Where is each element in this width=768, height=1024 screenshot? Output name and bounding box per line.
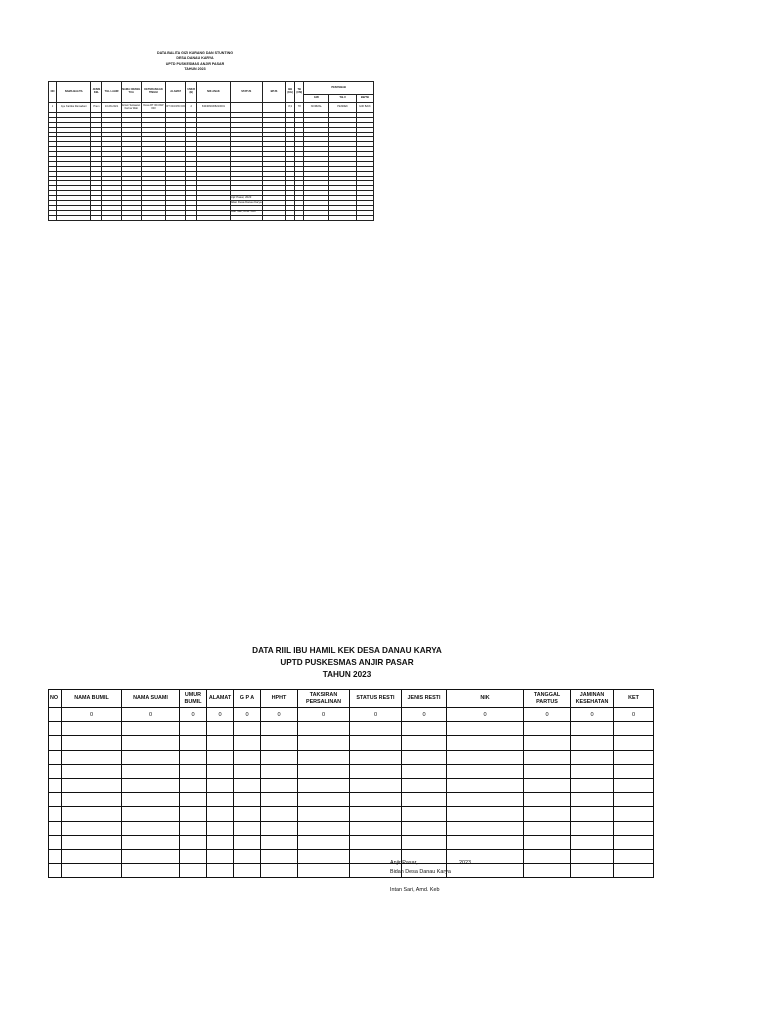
empty-cell xyxy=(207,849,234,863)
table-header-row xyxy=(49,690,654,708)
empty-cell xyxy=(402,722,447,736)
empty-cell xyxy=(234,722,261,736)
empty-row xyxy=(49,807,654,821)
empty-cell xyxy=(571,864,614,878)
empty-cell xyxy=(614,793,654,807)
col-header-ket: KET xyxy=(614,690,654,708)
col-header-jenis-kelamin: JENIS KEL xyxy=(91,82,102,103)
empty-cell xyxy=(62,778,122,792)
empty-cell xyxy=(261,864,298,878)
cell-gpa: 0 xyxy=(234,708,261,722)
cell-tbu: PENDEK xyxy=(329,103,356,113)
empty-cell xyxy=(57,215,91,220)
empty-cell xyxy=(402,835,447,849)
empty-cell xyxy=(571,764,614,778)
empty-cell xyxy=(524,750,571,764)
col-header-bb: BB (KG) xyxy=(286,82,295,103)
empty-cell xyxy=(180,778,207,792)
empty-cell xyxy=(62,835,122,849)
empty-cell xyxy=(234,835,261,849)
empty-cell xyxy=(180,821,207,835)
bumil-table-empty-rows xyxy=(49,722,654,878)
empty-cell xyxy=(62,821,122,835)
empty-cell xyxy=(207,807,234,821)
empty-cell xyxy=(207,722,234,736)
empty-cell xyxy=(62,793,122,807)
empty-cell xyxy=(207,835,234,849)
empty-cell xyxy=(402,764,447,778)
empty-cell xyxy=(298,835,350,849)
cell-nama-bumil: 0 xyxy=(62,708,122,722)
empty-cell xyxy=(122,807,180,821)
empty-cell xyxy=(614,864,654,878)
doc2-title-line: UPTD PUSKESMAS ANJIR PASAR xyxy=(280,658,414,667)
empty-cell xyxy=(180,793,207,807)
empty-cell xyxy=(122,722,180,736)
empty-cell xyxy=(524,778,571,792)
cell-bpjs xyxy=(262,103,285,113)
empty-cell xyxy=(122,764,180,778)
cell-jenis-resti: 0 xyxy=(402,708,447,722)
empty-cell xyxy=(524,821,571,835)
empty-cell xyxy=(62,807,122,821)
empty-cell xyxy=(180,722,207,736)
cell-umur-bumil: 0 xyxy=(180,708,207,722)
col-header-gizi: GIZI xyxy=(304,95,329,103)
empty-cell xyxy=(49,736,62,750)
empty-cell xyxy=(614,835,654,849)
col-header-nama-ortu: NAMA ORANG TUA xyxy=(121,82,141,103)
empty-cell xyxy=(141,215,165,220)
empty-cell xyxy=(207,793,234,807)
empty-cell xyxy=(49,750,62,764)
doc1-title-line: DESA DANAU KARYA xyxy=(176,56,214,61)
empty-cell xyxy=(230,215,262,220)
empty-cell xyxy=(62,864,122,878)
empty-cell xyxy=(350,750,402,764)
empty-cell xyxy=(62,736,122,750)
doc1-title-line: DATA BALITA GIZI KURANG DAN STUNTING xyxy=(157,51,233,55)
empty-row xyxy=(49,764,654,778)
empty-cell xyxy=(524,807,571,821)
empty-cell xyxy=(49,821,62,835)
col-header-umur-bumil: UMUR BUMIL xyxy=(180,690,207,708)
empty-cell xyxy=(234,821,261,835)
empty-cell xyxy=(571,793,614,807)
empty-row xyxy=(49,849,654,863)
doc1-title-line: UPTD PUSKESMAS ANJIR PASAR xyxy=(165,61,225,66)
empty-cell xyxy=(298,750,350,764)
col-header-nama-bumil: NAMA BUMIL xyxy=(62,690,122,708)
empty-row xyxy=(49,736,654,750)
cell-ket: 0 xyxy=(614,708,654,722)
balita-table xyxy=(48,81,374,221)
col-header-nama-balita: NAMA BALITA xyxy=(57,82,91,103)
empty-cell xyxy=(261,764,298,778)
empty-cell xyxy=(571,722,614,736)
col-header-nik: NIK ANAK xyxy=(197,82,230,103)
empty-cell xyxy=(571,821,614,835)
empty-cell xyxy=(121,215,141,220)
col-header-nama-suami: NAMA SUAMI xyxy=(122,690,180,708)
empty-cell xyxy=(571,807,614,821)
empty-cell xyxy=(166,215,186,220)
empty-cell xyxy=(571,736,614,750)
col-header-nik: NIK xyxy=(447,690,524,708)
col-header-jaminan-kesehatan: JAMINAN KESEHATAN xyxy=(571,690,614,708)
cell-nama-balita: Ayu Kartika Ramadani xyxy=(57,103,91,113)
empty-cell xyxy=(261,807,298,821)
col-header-taksiran-persalinan: TAKSIRAN PERSALINAN xyxy=(298,690,350,708)
empty-cell xyxy=(234,849,261,863)
empty-cell xyxy=(122,849,180,863)
empty-cell xyxy=(304,215,329,220)
col-header-umur: UMUR (B) xyxy=(186,82,197,103)
empty-cell xyxy=(614,778,654,792)
cell-umur: 2 xyxy=(186,103,197,113)
empty-cell xyxy=(298,722,350,736)
cell-gizi: NORMAL xyxy=(304,103,329,113)
empty-cell xyxy=(571,849,614,863)
empty-cell xyxy=(62,849,122,863)
empty-cell xyxy=(122,821,180,835)
empty-cell xyxy=(298,736,350,750)
empty-cell xyxy=(447,778,524,792)
cell-status-resti: 0 xyxy=(350,708,402,722)
empty-cell xyxy=(122,778,180,792)
empty-cell xyxy=(350,793,402,807)
empty-cell xyxy=(524,793,571,807)
col-header-penyebab: PENYEBAB xyxy=(304,82,374,95)
empty-cell xyxy=(234,736,261,750)
empty-cell xyxy=(571,778,614,792)
col-header-status: STATUS xyxy=(230,82,262,103)
empty-cell xyxy=(262,215,285,220)
doc2-sign-year: 2023 xyxy=(459,860,471,866)
empty-cell xyxy=(102,215,121,220)
col-header-alamat: ALAMAT xyxy=(166,82,186,103)
col-header-bbtb: BB/TB xyxy=(356,95,373,103)
empty-cell xyxy=(402,807,447,821)
empty-row xyxy=(49,793,654,807)
empty-cell xyxy=(49,764,62,778)
empty-cell xyxy=(261,736,298,750)
empty-cell xyxy=(614,722,654,736)
empty-cell xyxy=(298,764,350,778)
empty-cell xyxy=(298,849,350,863)
empty-cell xyxy=(122,835,180,849)
doc2-title-line: TAHUN 2023 xyxy=(322,670,372,679)
empty-cell xyxy=(261,849,298,863)
empty-cell xyxy=(614,736,654,750)
empty-cell xyxy=(234,750,261,764)
empty-cell xyxy=(524,864,571,878)
doc1-sign-place: Anjir Pasar, 2023 xyxy=(230,195,252,199)
empty-cell xyxy=(350,736,402,750)
empty-cell xyxy=(180,764,207,778)
empty-cell xyxy=(49,807,62,821)
empty-cell xyxy=(571,835,614,849)
cell-tgl-lahir: 10-08-2021 xyxy=(102,103,121,113)
empty-cell xyxy=(261,835,298,849)
cell-bb: 8,3 xyxy=(286,103,295,113)
cell-no xyxy=(49,708,62,722)
empty-cell xyxy=(350,778,402,792)
empty-row xyxy=(49,778,654,792)
doc1-sign-role: Bidan Desa Danau Karya xyxy=(230,200,262,204)
col-header-alamat: ALAMAT xyxy=(207,690,234,708)
empty-cell xyxy=(350,835,402,849)
col-header-tbu: T.B.U xyxy=(329,95,356,103)
empty-cell xyxy=(261,778,298,792)
table-row xyxy=(49,708,654,722)
empty-cell xyxy=(356,215,373,220)
empty-cell xyxy=(180,807,207,821)
empty-cell xyxy=(298,807,350,821)
empty-cell xyxy=(62,750,122,764)
empty-cell xyxy=(49,864,62,878)
empty-cell xyxy=(49,778,62,792)
col-header-tb: TB (CM) xyxy=(295,82,304,103)
empty-cell xyxy=(614,849,654,863)
empty-cell xyxy=(614,764,654,778)
cell-nama-ortu: Erwin Setiawan Ferina Wati xyxy=(121,103,141,113)
cell-no: 1 xyxy=(49,103,57,113)
empty-cell xyxy=(261,821,298,835)
empty-cell xyxy=(234,793,261,807)
cell-alamat: RT 004 RW 003 xyxy=(166,103,186,113)
empty-cell xyxy=(614,750,654,764)
empty-cell xyxy=(91,215,102,220)
empty-cell xyxy=(298,864,350,878)
empty-cell xyxy=(180,835,207,849)
empty-row xyxy=(49,835,654,849)
cell-tb: 78 xyxy=(295,103,304,113)
col-header-no: NO xyxy=(49,690,62,708)
empty-cell xyxy=(614,807,654,821)
empty-cell xyxy=(350,821,402,835)
empty-cell xyxy=(122,750,180,764)
empty-cell xyxy=(49,722,62,736)
empty-cell xyxy=(122,793,180,807)
empty-cell xyxy=(295,215,304,220)
empty-cell xyxy=(261,793,298,807)
empty-cell xyxy=(122,864,180,878)
doc1-title xyxy=(120,51,270,73)
cell-tanggal-partus: 0 xyxy=(524,708,571,722)
cell-keterangan: Desa RT 004 RW 003 xyxy=(141,103,165,113)
empty-cell xyxy=(447,821,524,835)
empty-cell xyxy=(524,835,571,849)
empty-cell xyxy=(614,821,654,835)
empty-cell xyxy=(234,764,261,778)
empty-cell xyxy=(350,764,402,778)
table-header-row xyxy=(49,82,374,95)
col-header-jenis-resti: JENIS RESTI xyxy=(402,690,447,708)
doc2-title-line: DATA RIIL IBU HAMIL KEK DESA DANAU KARYA xyxy=(252,646,442,655)
empty-cell xyxy=(49,835,62,849)
empty-cell xyxy=(524,849,571,863)
empty-cell xyxy=(62,722,122,736)
doc2-sign-name: Intan Sari, Amd. Keb xyxy=(390,887,440,893)
cell-nik: 6304060308210001 xyxy=(197,103,230,113)
empty-cell xyxy=(261,750,298,764)
empty-row xyxy=(49,750,654,764)
empty-cell xyxy=(447,807,524,821)
empty-cell xyxy=(207,764,234,778)
cell-bbtb: GIZI BAIK xyxy=(356,103,373,113)
empty-cell xyxy=(180,736,207,750)
empty-cell xyxy=(447,764,524,778)
empty-cell xyxy=(524,722,571,736)
doc1-title-line: TAHUN 2023 xyxy=(184,67,206,72)
empty-cell xyxy=(447,835,524,849)
cell-alamat: 0 xyxy=(207,708,234,722)
col-header-status-resti: STATUS RESTI xyxy=(350,690,402,708)
empty-cell xyxy=(298,793,350,807)
empty-cell xyxy=(234,864,261,878)
empty-cell xyxy=(402,821,447,835)
empty-cell xyxy=(207,821,234,835)
doc2-sign-place xyxy=(390,860,471,867)
empty-cell xyxy=(49,849,62,863)
cell-status xyxy=(230,103,262,113)
empty-cell xyxy=(298,778,350,792)
empty-cell xyxy=(402,778,447,792)
cell-jaminan-kesehatan: 0 xyxy=(571,708,614,722)
bumil-kek-table xyxy=(48,689,654,878)
empty-cell xyxy=(180,849,207,863)
empty-cell xyxy=(207,778,234,792)
empty-cell xyxy=(234,778,261,792)
empty-cell xyxy=(49,793,62,807)
empty-cell xyxy=(402,793,447,807)
cell-jenis-kelamin: Prem xyxy=(91,103,102,113)
empty-cell xyxy=(350,807,402,821)
cell-nik: 0 xyxy=(447,708,524,722)
doc1-sign-name: Intan Sari, Amd. Keb xyxy=(230,209,256,213)
col-header-gpa: G P A xyxy=(234,690,261,708)
empty-cell xyxy=(447,793,524,807)
empty-cell xyxy=(298,821,350,835)
empty-row xyxy=(49,821,654,835)
empty-cell xyxy=(524,764,571,778)
empty-cell xyxy=(122,736,180,750)
empty-cell xyxy=(234,807,261,821)
empty-row xyxy=(49,215,374,220)
empty-cell xyxy=(447,722,524,736)
empty-cell xyxy=(49,215,57,220)
empty-cell xyxy=(402,750,447,764)
col-header-tgl-lahir: TGL LAHIR xyxy=(102,82,121,103)
empty-cell xyxy=(447,750,524,764)
empty-cell xyxy=(180,864,207,878)
empty-cell xyxy=(261,722,298,736)
empty-cell xyxy=(286,215,295,220)
empty-cell xyxy=(207,736,234,750)
doc2-title xyxy=(200,645,494,681)
empty-cell xyxy=(571,750,614,764)
col-header-tanggal-partus: TANGGAL PARTUS xyxy=(524,690,571,708)
cell-hpht: 0 xyxy=(261,708,298,722)
cell-taksiran-persalinan: 0 xyxy=(298,708,350,722)
empty-cell xyxy=(180,750,207,764)
col-header-no: NO xyxy=(49,82,57,103)
empty-cell xyxy=(207,864,234,878)
col-header-keterangan: KETERANGAN TINGGI xyxy=(141,82,165,103)
empty-cell xyxy=(350,722,402,736)
empty-cell xyxy=(524,736,571,750)
table-row xyxy=(49,103,374,113)
empty-cell xyxy=(447,736,524,750)
doc2-sign-role: Bidan Desa Danau Karya xyxy=(390,869,451,875)
empty-cell xyxy=(402,736,447,750)
empty-row xyxy=(49,722,654,736)
empty-cell xyxy=(329,215,356,220)
cell-nama-suami: 0 xyxy=(122,708,180,722)
balita-table-empty-rows xyxy=(49,113,374,221)
empty-cell xyxy=(62,764,122,778)
col-header-hpht: HPHT xyxy=(261,690,298,708)
empty-row xyxy=(49,864,654,878)
empty-cell xyxy=(197,215,230,220)
empty-cell xyxy=(207,750,234,764)
empty-cell xyxy=(186,215,197,220)
doc2-sign-place-label: Anjir Pasar, xyxy=(390,860,418,866)
col-header-bpjs: BPJS xyxy=(262,82,285,103)
